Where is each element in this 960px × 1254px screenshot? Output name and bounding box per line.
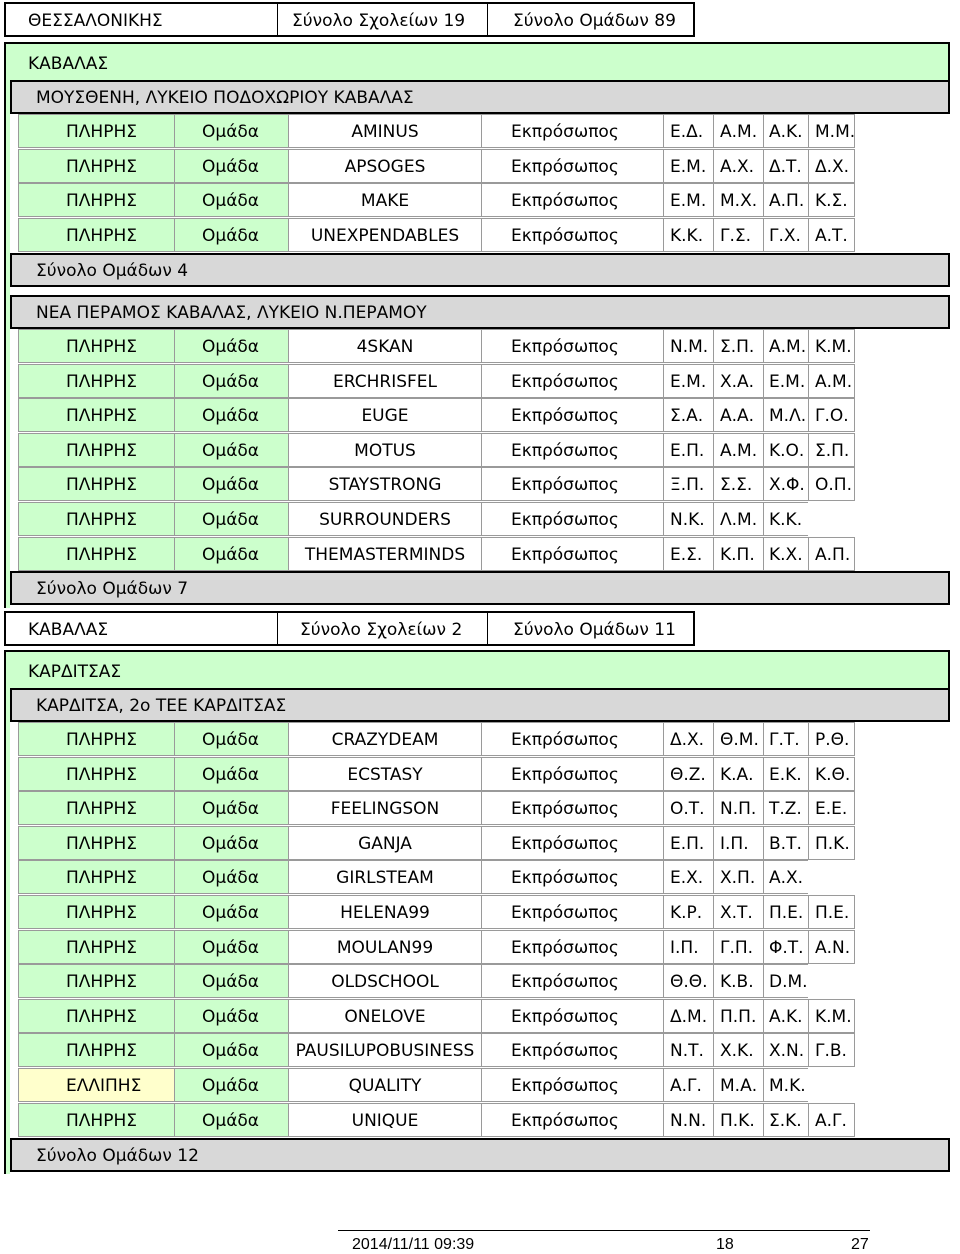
region-summary-thessaloniki (4, 2, 695, 37)
team-row (18, 722, 855, 756)
member-initials: Λ.Μ. (713, 502, 763, 536)
member-initials: Α.Π. (763, 183, 808, 217)
member-initials: Α.Π. (808, 537, 855, 571)
team-row (18, 364, 855, 398)
member-initials: Α.Α. (713, 398, 763, 432)
team-row (18, 895, 855, 929)
representative-label: Εκπρόσωπος (481, 826, 663, 860)
team-status: ΠΛΗΡΗΣ (18, 467, 174, 501)
team-status: ΠΛΗΡΗΣ (18, 502, 174, 536)
footer-total-pages: 27 (851, 1236, 869, 1253)
team-row (18, 537, 855, 571)
member-initials: Κ.Μ. (808, 999, 855, 1033)
team-name: MOULAN99 (288, 930, 481, 964)
member-initials: Κ.Θ. (808, 757, 855, 791)
team-name: UNEXPENDABLES (288, 218, 481, 252)
team-row (18, 930, 855, 964)
representative-label: Εκπρόσωπος (481, 1068, 663, 1102)
member-initials: Α.Τ. (808, 218, 855, 252)
member-initials: Γ.Σ. (713, 218, 763, 252)
representative-label: Εκπρόσωπος (481, 218, 663, 252)
member-initials: Γ.Τ. (763, 722, 808, 756)
team-name: PAUSILUPOBUSINESS (288, 1033, 481, 1067)
member-initials: Φ.Τ. (763, 930, 808, 964)
team-name: GANJA (288, 826, 481, 860)
team-row (18, 502, 855, 536)
team-name: ECSTASY (288, 757, 481, 791)
team-row (18, 964, 855, 998)
team-status: ΠΛΗΡΗΣ (18, 930, 174, 964)
school-team-total: Σύνολο Ομάδων 7 (10, 571, 950, 605)
member-initials: Ε.Μ. (663, 364, 713, 398)
region-team-count: Σύνολο Ομάδων 11 (513, 620, 676, 640)
team-status: ΠΛΗΡΗΣ (18, 964, 174, 998)
school-header: ΝΕΑ ΠΕΡΑΜΟΣ ΚΑΒΑΛΑΣ, ΛΥΚΕΙΟ Ν.ΠΕΡΑΜΟΥ (10, 295, 950, 329)
member-initials: Θ.Ζ. (663, 757, 713, 791)
member-initials: Δ.Μ. (663, 999, 713, 1033)
team-label: Ομάδα (174, 329, 288, 363)
member-initials: Π.Κ. (808, 826, 855, 860)
team-name: STAYSTRONG (288, 467, 481, 501)
team-name: ERCHRISFEL (288, 364, 481, 398)
region-name: ΘΕΣΣΑΛΟΝΙΚΗΣ (6, 4, 278, 35)
member-initials: Ε.Δ. (663, 114, 713, 148)
team-row (18, 218, 855, 252)
team-name: AMINUS (288, 114, 481, 148)
member-initials: Ε.Σ. (663, 537, 713, 571)
team-status: ΠΛΗΡΗΣ (18, 149, 174, 183)
team-label: Ομάδα (174, 467, 288, 501)
representative-label: Εκπρόσωπος (481, 964, 663, 998)
member-initials: Χ.Κ. (713, 1033, 763, 1067)
member-initials: Β.Τ. (763, 826, 808, 860)
team-name: GIRLSTEAM (288, 860, 481, 894)
team-label: Ομάδα (174, 364, 288, 398)
member-initials: Μ.Κ. (763, 1068, 808, 1102)
team-row (18, 791, 855, 825)
member-initials: Κ.Σ. (808, 183, 855, 217)
member-initials: Κ.Π. (713, 537, 763, 571)
member-initials: Ε.Μ. (663, 149, 713, 183)
member-initials: Κ.Ρ. (663, 895, 713, 929)
member-initials: Κ.Μ. (808, 329, 855, 363)
member-initials: Κ.Χ. (763, 537, 808, 571)
representative-label: Εκπρόσωπος (481, 114, 663, 148)
team-label: Ομάδα (174, 722, 288, 756)
member-initials: Ι.Π. (663, 930, 713, 964)
team-label: Ομάδα (174, 398, 288, 432)
member-initials: Ν.Π. (713, 791, 763, 825)
team-label: Ομάδα (174, 826, 288, 860)
team-name: EUGE (288, 398, 481, 432)
team-name: HELENA99 (288, 895, 481, 929)
team-label: Ομάδα (174, 791, 288, 825)
team-name: MOTUS (288, 433, 481, 467)
member-initials: Α.Χ. (763, 860, 808, 894)
team-status: ΠΛΗΡΗΣ (18, 1033, 174, 1067)
member-initials: Κ.Κ. (763, 502, 808, 536)
team-label: Ομάδα (174, 433, 288, 467)
team-status: ΠΛΗΡΗΣ (18, 537, 174, 571)
team-label: Ομάδα (174, 757, 288, 791)
team-label: Ομάδα (174, 537, 288, 571)
representative-label: Εκπρόσωπος (481, 791, 663, 825)
team-row (18, 860, 855, 894)
school-header: ΚΑΡΔΙΤΣΑ, 2ο ΤΕΕ ΚΑΡΔΙΤΣΑΣ (10, 688, 950, 722)
member-initials: Χ.Ν. (763, 1033, 808, 1067)
team-row (18, 1068, 855, 1102)
member-initials (808, 1068, 855, 1102)
team-label: Ομάδα (174, 183, 288, 217)
member-initials: Ε.Μ. (763, 364, 808, 398)
team-row (18, 183, 855, 217)
team-row (18, 329, 855, 363)
representative-label: Εκπρόσωπος (481, 467, 663, 501)
member-initials: Σ.Κ. (763, 1103, 808, 1137)
team-label: Ομάδα (174, 218, 288, 252)
member-initials: Ε.Κ. (763, 757, 808, 791)
member-initials: Α.Γ. (808, 1103, 855, 1137)
team-label: Ομάδα (174, 502, 288, 536)
team-row (18, 467, 855, 501)
region-sidebar (4, 78, 10, 608)
member-initials: Κ.Ο. (763, 433, 808, 467)
region-summary-kavala (4, 611, 695, 646)
team-row (18, 757, 855, 791)
member-initials: Ν.Κ. (663, 502, 713, 536)
team-label: Ομάδα (174, 930, 288, 964)
member-initials: Θ.Μ. (713, 722, 763, 756)
team-status: ΠΛΗΡΗΣ (18, 433, 174, 467)
member-initials: Ι.Π. (713, 826, 763, 860)
region-school-count: Σύνολο Σχολείων 2 (278, 613, 488, 644)
team-status: ΠΛΗΡΗΣ (18, 895, 174, 929)
region-team-count: Σύνολο Ομάδων 89 (513, 11, 676, 31)
team-row (18, 1103, 855, 1137)
team-label: Ομάδα (174, 149, 288, 183)
member-initials: Σ.Π. (808, 433, 855, 467)
representative-label: Εκπρόσωπος (481, 183, 663, 217)
team-status: ΠΛΗΡΗΣ (18, 329, 174, 363)
member-initials: Γ.Ο. (808, 398, 855, 432)
representative-label: Εκπρόσωπος (481, 757, 663, 791)
member-initials: Ο.Π. (808, 467, 855, 501)
school-team-total: Σύνολο Ομάδων 12 (10, 1138, 950, 1172)
member-initials: Κ.Β. (713, 964, 763, 998)
member-initials: Χ.Φ. (763, 467, 808, 501)
member-initials: Γ.Π. (713, 930, 763, 964)
region-name: ΚΑΒΑΛΑΣ (6, 613, 278, 644)
team-name: APSOGES (288, 149, 481, 183)
team-row (18, 149, 855, 183)
member-initials: Ο.Τ. (663, 791, 713, 825)
member-initials: Μ.Λ. (763, 398, 808, 432)
region-header: ΚΑΒΑΛΑΣ (4, 42, 950, 80)
member-initials: Σ.Σ. (713, 467, 763, 501)
team-label: Ομάδα (174, 1068, 288, 1102)
member-initials: Ε.Π. (663, 433, 713, 467)
team-row (18, 398, 855, 432)
team-name: 4SKAN (288, 329, 481, 363)
member-initials: Α.Μ. (713, 114, 763, 148)
representative-label: Εκπρόσωπος (481, 860, 663, 894)
footer-datetime: 2014/11/11 09:39 (352, 1236, 475, 1253)
team-label: Ομάδα (174, 114, 288, 148)
representative-label: Εκπρόσωπος (481, 895, 663, 929)
team-name: UNIQUE (288, 1103, 481, 1137)
team-label: Ομάδα (174, 895, 288, 929)
member-initials: Ε.Μ. (663, 183, 713, 217)
region-school-count: Σύνολο Σχολείων 19 (278, 4, 488, 35)
team-label: Ομάδα (174, 964, 288, 998)
team-status: ΠΛΗΡΗΣ (18, 114, 174, 148)
member-initials: Π.Ε. (808, 895, 855, 929)
team-status: ΠΛΗΡΗΣ (18, 1103, 174, 1137)
member-initials: Γ.Β. (808, 1033, 855, 1067)
team-name: THEMASTERMINDS (288, 537, 481, 571)
representative-label: Εκπρόσωπος (481, 398, 663, 432)
team-row (18, 1033, 855, 1067)
team-status: ΕΛΛΙΠΗΣ (18, 1068, 174, 1102)
member-initials: Ξ.Π. (663, 467, 713, 501)
member-initials: Ν.Μ. (663, 329, 713, 363)
member-initials: Χ.Π. (713, 860, 763, 894)
team-status: ΠΛΗΡΗΣ (18, 999, 174, 1033)
team-status: ΠΛΗΡΗΣ (18, 398, 174, 432)
member-initials: Ε.Χ. (663, 860, 713, 894)
team-label: Ομάδα (174, 1103, 288, 1137)
member-initials: Ε.Π. (663, 826, 713, 860)
member-initials: Δ.Χ. (808, 149, 855, 183)
representative-label: Εκπρόσωπος (481, 999, 663, 1033)
member-initials: Γ.Χ. (763, 218, 808, 252)
member-initials: Ρ.Θ. (808, 722, 855, 756)
member-initials: Α.Χ. (713, 149, 763, 183)
member-initials: Σ.Α. (663, 398, 713, 432)
team-name: SURROUNDERS (288, 502, 481, 536)
member-initials: Π.Π. (713, 999, 763, 1033)
member-initials: Τ.Ζ. (763, 791, 808, 825)
region-header: ΚΑΡΔΙΤΣΑΣ (4, 650, 950, 688)
team-name: QUALITY (288, 1068, 481, 1102)
team-row (18, 999, 855, 1033)
representative-label: Εκπρόσωπος (481, 930, 663, 964)
member-initials: Δ.Χ. (663, 722, 713, 756)
team-row (18, 826, 855, 860)
member-initials: Μ.Α. (713, 1068, 763, 1102)
team-label: Ομάδα (174, 1033, 288, 1067)
team-label: Ομάδα (174, 860, 288, 894)
footer-page-number: 18 (716, 1236, 734, 1253)
team-status: ΠΛΗΡΗΣ (18, 860, 174, 894)
team-name: CRAZYDEAM (288, 722, 481, 756)
team-name: OLDSCHOOL (288, 964, 481, 998)
member-initials: Δ.Τ. (763, 149, 808, 183)
member-initials (808, 964, 855, 998)
member-initials: Κ.Α. (713, 757, 763, 791)
member-initials: Α.Μ. (763, 329, 808, 363)
member-initials: D.M. (763, 964, 808, 998)
team-status: ΠΛΗΡΗΣ (18, 218, 174, 252)
member-initials: Μ.Χ. (713, 183, 763, 217)
member-initials (808, 502, 855, 536)
team-name: MAKE (288, 183, 481, 217)
representative-label: Εκπρόσωπος (481, 364, 663, 398)
team-status: ΠΛΗΡΗΣ (18, 364, 174, 398)
representative-label: Εκπρόσωπος (481, 502, 663, 536)
team-name: FEELINGSON (288, 791, 481, 825)
member-initials: Α.Μ. (713, 433, 763, 467)
member-initials: Π.Ε. (763, 895, 808, 929)
team-status: ΠΛΗΡΗΣ (18, 183, 174, 217)
member-initials: Α.Κ. (763, 114, 808, 148)
representative-label: Εκπρόσωπος (481, 433, 663, 467)
member-initials: Α.Μ. (808, 364, 855, 398)
team-label: Ομάδα (174, 999, 288, 1033)
member-initials: Ν.Τ. (663, 1033, 713, 1067)
representative-label: Εκπρόσωπος (481, 1033, 663, 1067)
member-initials: Α.Ν. (808, 930, 855, 964)
representative-label: Εκπρόσωπος (481, 1103, 663, 1137)
team-status: ΠΛΗΡΗΣ (18, 791, 174, 825)
team-status: ΠΛΗΡΗΣ (18, 826, 174, 860)
team-status: ΠΛΗΡΗΣ (18, 722, 174, 756)
team-row (18, 433, 855, 467)
team-status: ΠΛΗΡΗΣ (18, 757, 174, 791)
school-header: ΜΟΥΣΘΕΝΗ, ΛΥΚΕΙΟ ΠΟΔΟΧΩΡΙΟΥ ΚΑΒΑΛΑΣ (10, 80, 950, 114)
member-initials: Α.Γ. (663, 1068, 713, 1102)
member-initials: Π.Κ. (713, 1103, 763, 1137)
representative-label: Εκπρόσωπος (481, 537, 663, 571)
member-initials: Κ.Κ. (663, 218, 713, 252)
representative-label: Εκπρόσωπος (481, 722, 663, 756)
region-sidebar (4, 686, 10, 1174)
member-initials: Ν.Ν. (663, 1103, 713, 1137)
member-initials: Σ.Π. (713, 329, 763, 363)
member-initials (808, 860, 855, 894)
member-initials: Χ.Τ. (713, 895, 763, 929)
footer-rule (338, 1230, 870, 1231)
member-initials: Ε.Ε. (808, 791, 855, 825)
member-initials: Χ.Α. (713, 364, 763, 398)
member-initials: Α.Κ. (763, 999, 808, 1033)
representative-label: Εκπρόσωπος (481, 149, 663, 183)
member-initials: Μ.Μ. (808, 114, 855, 148)
team-row (18, 114, 855, 148)
member-initials: Θ.Θ. (663, 964, 713, 998)
page-footer (0, 1230, 960, 1252)
school-team-total: Σύνολο Ομάδων 4 (10, 253, 950, 287)
team-name: ONELOVE (288, 999, 481, 1033)
representative-label: Εκπρόσωπος (481, 329, 663, 363)
